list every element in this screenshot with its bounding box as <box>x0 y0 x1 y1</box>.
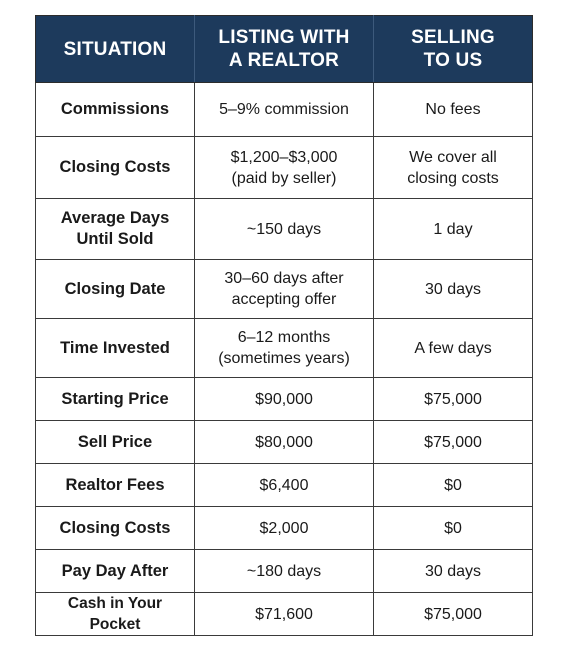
table-row <box>36 593 533 636</box>
realtor-value: $2,000 <box>195 507 374 550</box>
table-row <box>36 550 533 593</box>
row-label: Pay Day After <box>36 550 195 593</box>
row-label: Closing Date <box>36 260 195 319</box>
header-listing-with-realtor: LISTING WITH A REALTOR <box>195 16 374 83</box>
row-label: Realtor Fees <box>36 464 195 507</box>
us-value: $75,000 <box>374 421 533 464</box>
table-row <box>36 260 533 319</box>
row-label: Closing Costs <box>36 507 195 550</box>
table-header <box>36 16 533 83</box>
us-value: We cover all closing costs <box>374 137 533 199</box>
row-label: Commissions <box>36 83 195 137</box>
header-selling-to-us: SELLING TO US <box>374 16 533 83</box>
table-row <box>36 464 533 507</box>
realtor-value: ~150 days <box>195 199 374 260</box>
us-value: 30 days <box>374 550 533 593</box>
us-value: $75,000 <box>374 378 533 421</box>
row-label: Starting Price <box>36 378 195 421</box>
us-value: $0 <box>374 464 533 507</box>
table-row <box>36 83 533 137</box>
us-value: No fees <box>374 83 533 137</box>
row-label: Time Invested <box>36 319 195 378</box>
us-value: A few days <box>374 319 533 378</box>
table-row <box>36 378 533 421</box>
realtor-value: ~180 days <box>195 550 374 593</box>
realtor-value: $90,000 <box>195 378 374 421</box>
row-label: Average Days Until Sold <box>36 199 195 260</box>
comparison-table <box>35 15 533 636</box>
header-situation: SITUATION <box>36 16 195 83</box>
realtor-value: 30–60 days after accepting offer <box>195 260 374 319</box>
table-row <box>36 137 533 199</box>
row-label: Closing Costs <box>36 137 195 199</box>
table-row <box>36 421 533 464</box>
table-row <box>36 507 533 550</box>
us-value: $75,000 <box>374 593 533 636</box>
us-value: 30 days <box>374 260 533 319</box>
header-row <box>36 16 533 83</box>
comparison-table-container <box>35 15 532 636</box>
table-row <box>36 319 533 378</box>
row-label: Cash in Your Pocket <box>36 593 195 636</box>
realtor-value: 5–9% commission <box>195 83 374 137</box>
row-label: Sell Price <box>36 421 195 464</box>
table-row <box>36 199 533 260</box>
realtor-value: $80,000 <box>195 421 374 464</box>
realtor-value: $71,600 <box>195 593 374 636</box>
us-value: 1 day <box>374 199 533 260</box>
realtor-value: 6–12 months (sometimes years) <box>195 319 374 378</box>
realtor-value: $1,200–$3,000 (paid by seller) <box>195 137 374 199</box>
us-value: $0 <box>374 507 533 550</box>
realtor-value: $6,400 <box>195 464 374 507</box>
table-body <box>36 83 533 636</box>
